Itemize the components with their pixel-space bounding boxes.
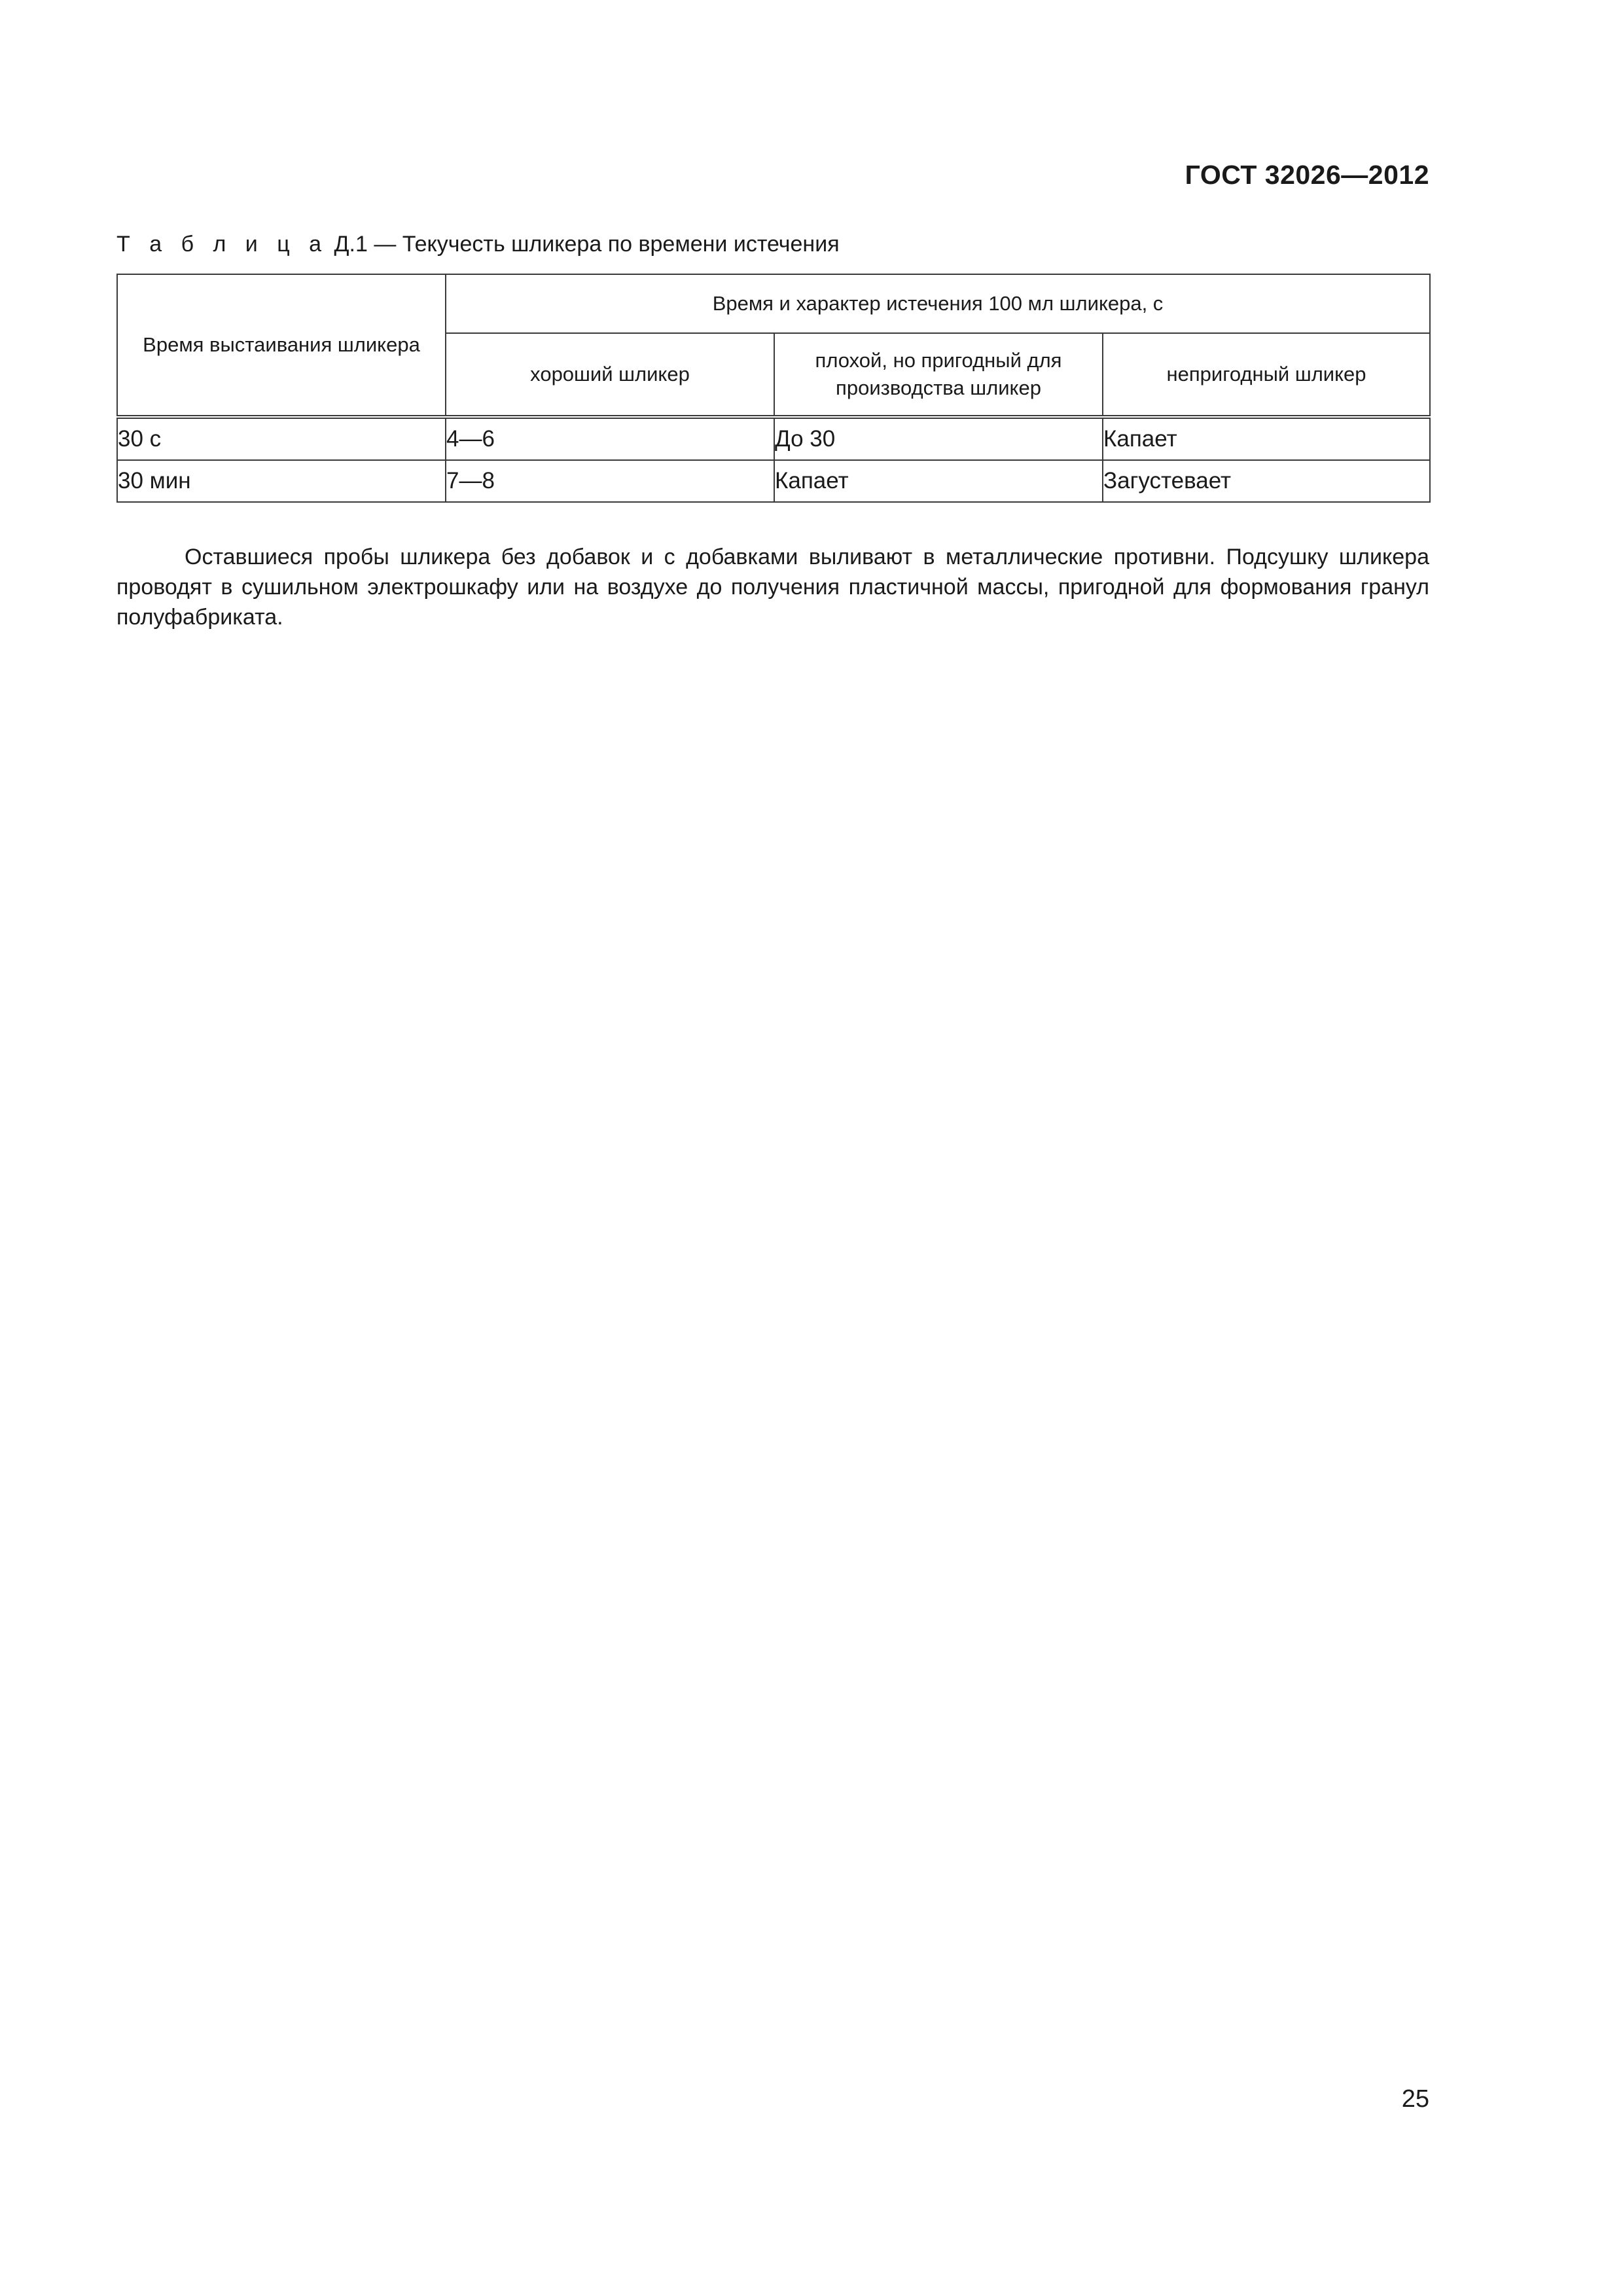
header-row-label: Время выстаивания шликера	[117, 274, 446, 417]
table-cell: 4—6	[446, 417, 774, 460]
table-cell: 7—8	[446, 460, 774, 502]
table-caption-title: Д.1 — Текучесть шликера по времени истечения	[334, 232, 840, 257]
table-cell: 30 мин	[117, 460, 446, 502]
header-col-poor-text: плохой, но пригодный для производства шликер	[815, 349, 1062, 399]
standard-code: ГОСТ 32026—2012	[1185, 160, 1429, 190]
table-row	[117, 460, 1430, 502]
table-cell: До 30	[774, 417, 1103, 460]
table-caption	[116, 232, 840, 257]
page-number: 25	[1401, 2085, 1429, 2113]
data-table	[116, 274, 1431, 503]
table-cell: Капает	[1103, 417, 1430, 460]
table-row	[117, 417, 1430, 460]
body-text	[116, 542, 1429, 632]
header-col-good: хороший шликер	[446, 333, 774, 417]
table-cell: Загустевает	[1103, 460, 1430, 502]
table-cell: Капает	[774, 460, 1103, 502]
body-paragraph: Оставшиеся пробы шликера без добавок и с добавками выливают в металлические противни. Подсушку шликера проводят в сушильном электрошкафу или на воздухе до получения пластичной массы, пригодной для формования гранул полуфабриката.	[116, 545, 1429, 630]
header-group: Время и характер истечения 100 мл шликера, с	[446, 274, 1430, 333]
header-col-poor	[774, 333, 1103, 417]
header-col-unfit: непригодный шликер	[1103, 333, 1430, 417]
table-cell: 30 с	[117, 417, 446, 460]
table-caption-prefix: Т а б л и ц а	[116, 232, 329, 257]
